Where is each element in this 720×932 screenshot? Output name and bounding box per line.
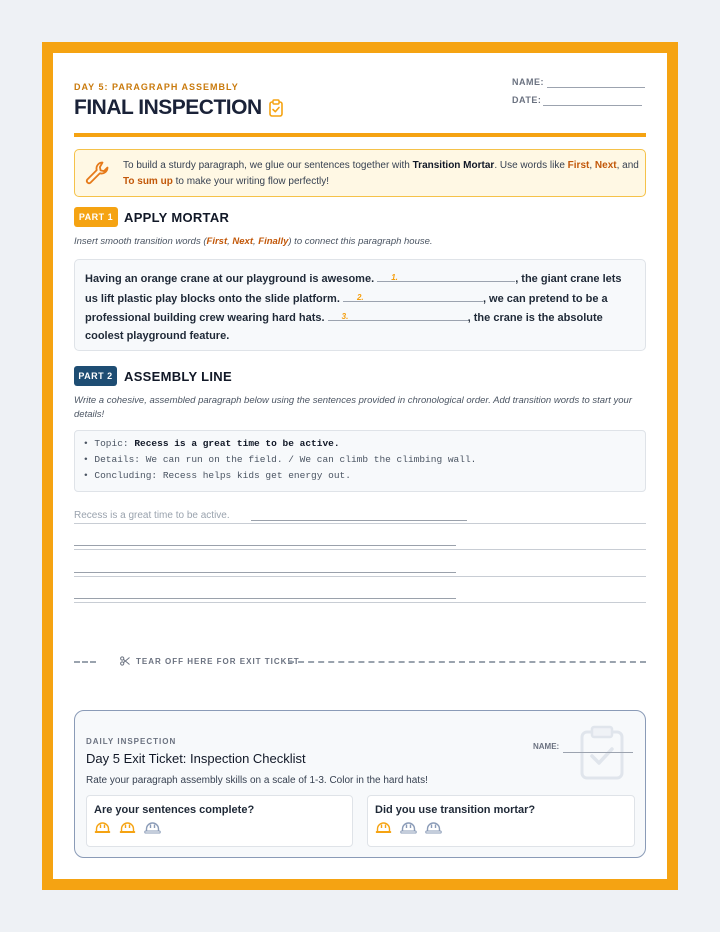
writing-line-3[interactable] [74,576,646,577]
ticket-subtitle: Rate your paragraph assembly skills on a scale of 1-3. Color in the hard hats! [86,775,428,786]
tear-label: TEAR OFF HERE FOR EXIT TICKET [120,656,300,666]
exit-ticket [74,710,646,858]
hard-hat-icon[interactable] [375,822,392,834]
tip-box [74,149,646,197]
date-field[interactable] [543,105,642,106]
concluding-sentence: • Concluding: Recess helps kids get energy out. [83,470,351,481]
date-label: DATE: [512,95,542,105]
name-label: NAME: [512,77,544,87]
hard-hat-icon[interactable] [400,822,417,834]
question-card-1 [86,795,353,847]
writing-underline-4 [74,598,456,599]
writing-line-2[interactable] [74,549,646,550]
question-2: Did you use transition mortar? [375,804,536,816]
worksheet-page [53,53,667,879]
paragraph-box [74,259,646,351]
blank-1[interactable]: 1. [377,269,515,282]
hard-hat-icon[interactable] [144,822,161,834]
writing-line-1[interactable] [74,523,646,524]
page-title [74,96,284,120]
hard-hat-icon[interactable] [94,822,111,834]
part2-badge: PART 2 [74,366,117,386]
blank-2[interactable]: 2. [343,289,483,302]
hat-rating-1 [94,822,161,834]
writing-underline-2 [74,545,456,546]
ticket-name-label: NAME: [533,742,560,751]
part1-instructions: Insert smooth transition words (First, Next, Finally) to connect this paragraph house. [74,236,433,247]
tip-text: To build a sturdy paragraph, we glue our sentences together with Transition Mortar. Use words like First, Next, and To sum up to make your writing flow perfectly! [123,160,639,187]
ticket-eyebrow: DAILY INSPECTION [86,737,177,746]
part1-title: APPLY MORTAR [124,210,230,225]
tear-line [74,655,646,669]
tear-dash-right [288,661,646,663]
name-field[interactable] [547,87,645,88]
blank-3[interactable]: 3. [328,308,468,321]
writing-underline-3 [74,572,456,573]
page-border [42,42,678,890]
question-card-2 [367,795,635,847]
hat-rating-2 [375,822,442,834]
writing-line-underline [251,520,467,521]
writing-line-4[interactable] [74,602,646,603]
wrench-icon [83,159,111,187]
part2-instructions: Write a cohesive, assembled paragraph below using the sentences provided in chronological order. Add transition words to start your details! [74,395,632,420]
paragraph-text: Having an orange crane at our playground is awesome. 1. , the giant crane lets us lift plastic play blocks onto the slide platform. 2. , we can pretend to be a professional building crew wearing hard hats. 3. , the crane is the absolute coolest playground feature. [85,269,637,346]
tip-term: Transition Mortar [412,160,495,171]
clipboard-check-icon [579,725,625,781]
topic-sentence: • Topic: Recess is a great time to be active. [83,438,340,449]
hard-hat-icon[interactable] [425,822,442,834]
clipboard-check-icon [268,99,284,117]
ticket-title: Day 5 Exit Ticket: Inspection Checklist [86,751,306,766]
page-title-text: FINAL INSPECTION [74,96,262,119]
sentence-bank [74,430,646,492]
question-1: Are your sentences complete? [94,804,255,816]
part2-title: ASSEMBLY LINE [124,369,232,384]
tear-dash-left [74,661,96,663]
scissors-icon [120,656,130,666]
header-divider [74,133,646,137]
writing-starter: Recess is a great time to be active. [74,510,230,521]
page-eyebrow: DAY 5: PARAGRAPH ASSEMBLY [74,82,239,92]
hard-hat-icon[interactable] [119,822,136,834]
ticket-name-field[interactable] [563,752,633,753]
details-sentences: • Details: We can run on the field. / We can climb the climbing wall. [83,454,477,465]
part1-badge: PART 1 [74,207,118,227]
